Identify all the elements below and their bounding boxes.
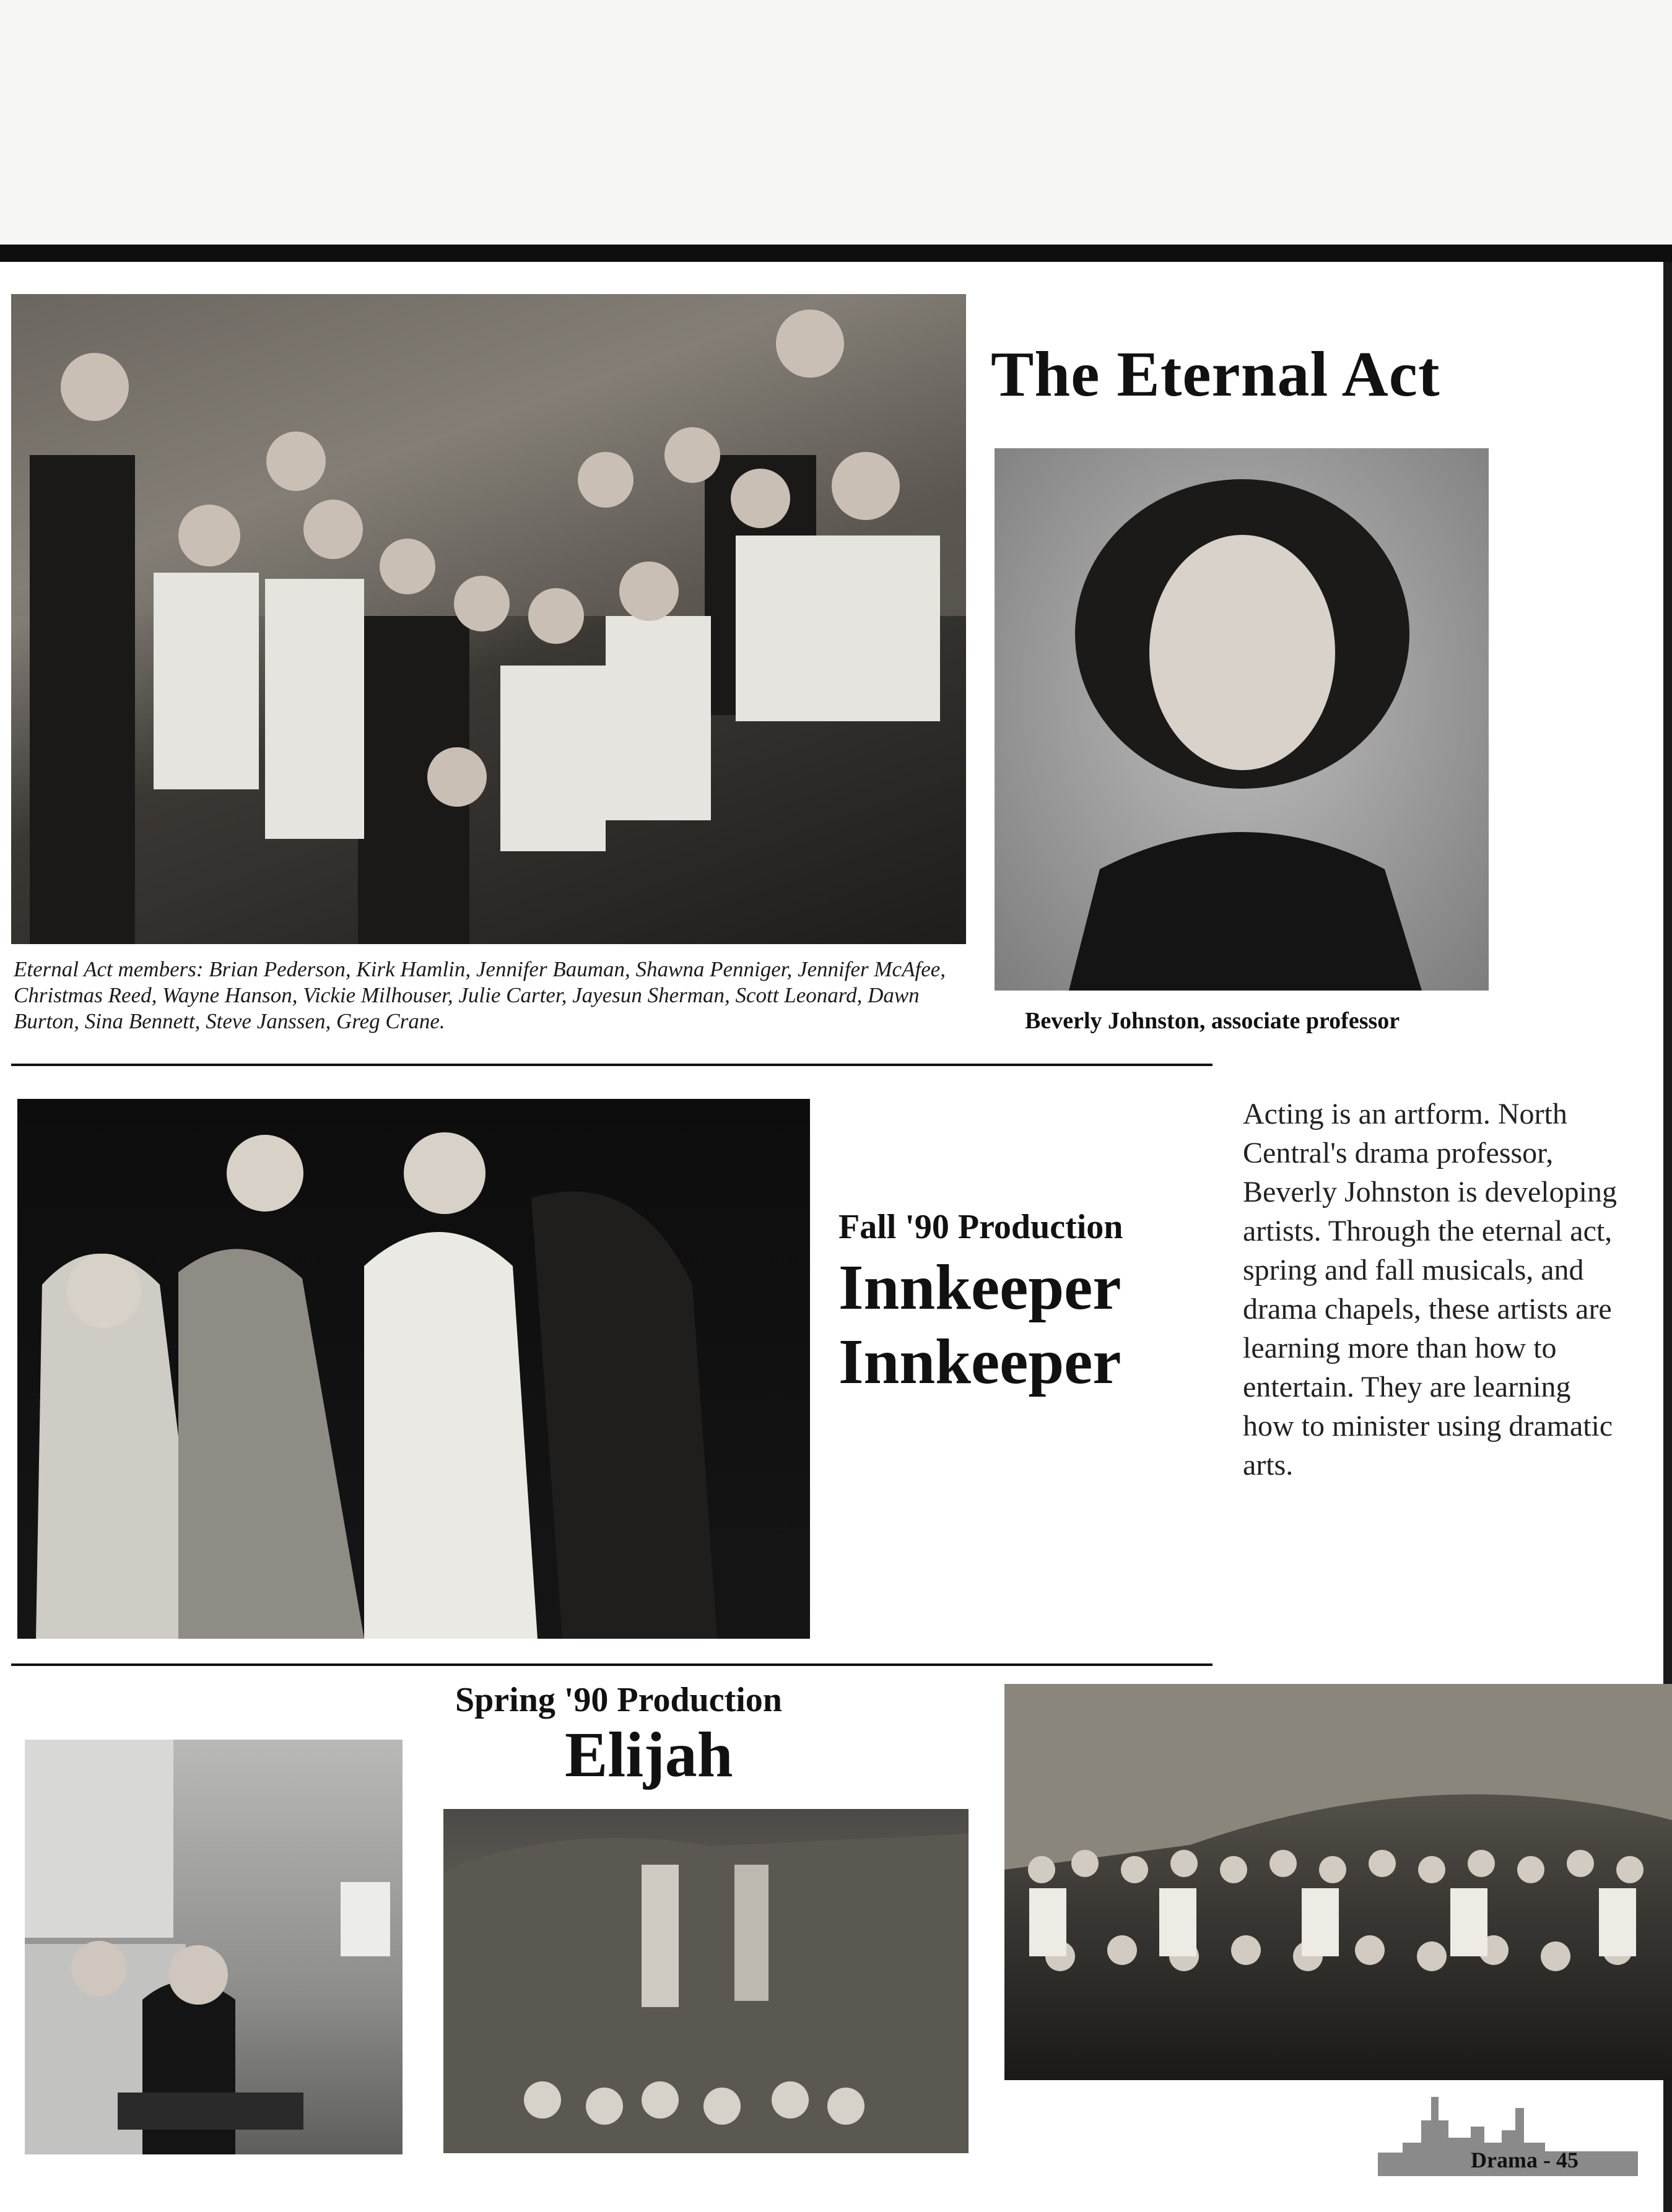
living-room-scene-photo <box>25 1740 403 2154</box>
professor-portrait <box>995 448 1489 991</box>
divider-rule-2 <box>11 1663 1213 1666</box>
page-footer-label: Drama - 45 <box>1471 2148 1578 2172</box>
elijah-cast-photo <box>1004 1684 1672 2080</box>
living-room-figures <box>25 1740 403 2154</box>
elijah-stage-photo <box>443 1809 969 2153</box>
fall-production-title-line2: Innkeeper <box>838 1326 1121 1397</box>
section-title: The Eternal Act <box>991 339 1440 410</box>
elijah-stage-figures <box>443 1809 969 2153</box>
innkeeper-production-photo <box>17 1099 810 1639</box>
spring-production-kicker: Spring '90 Production <box>455 1681 782 1719</box>
members-caption: Eternal Act members: Brian Pederson, Kirk Hamlin, Jennifer Bauman, Shawna Penniger, Jennifer McAfee, Christmas Reed, Wayne Hanson, Vickie Milhouser, Julie Carter, Jayesun Sherman, Scott Leonard, Dawn Burton, Sina Bennett, Steve Janssen, Greg Crane. <box>14 957 946 1033</box>
divider-rule-1 <box>11 1064 1213 1066</box>
cast-figures <box>1004 1684 1672 2080</box>
portrait-figure <box>995 448 1489 991</box>
innkeeper-figures <box>17 1099 810 1639</box>
group-photo-figures <box>11 294 966 944</box>
fall-production-kicker: Fall '90 Production <box>838 1208 1123 1246</box>
professor-caption: Beverly Johnston, associate professor <box>1025 1008 1400 1034</box>
fall-production-title-line1: Innkeeper <box>838 1252 1121 1323</box>
eternal-act-group-photo <box>11 294 966 944</box>
page-top-margin <box>0 0 1672 245</box>
spring-production-title: Elijah <box>565 1719 733 1790</box>
body-text: Acting is an artform. North Central's drama professor, Beverly Johnston is developing artists. Through the eternal act, spring and fall musicals, and drama chapels, these artists are learning more than how to entertain. They are learning how to minister using dramatic arts. <box>1243 1098 1617 1481</box>
top-rule <box>0 245 1672 262</box>
